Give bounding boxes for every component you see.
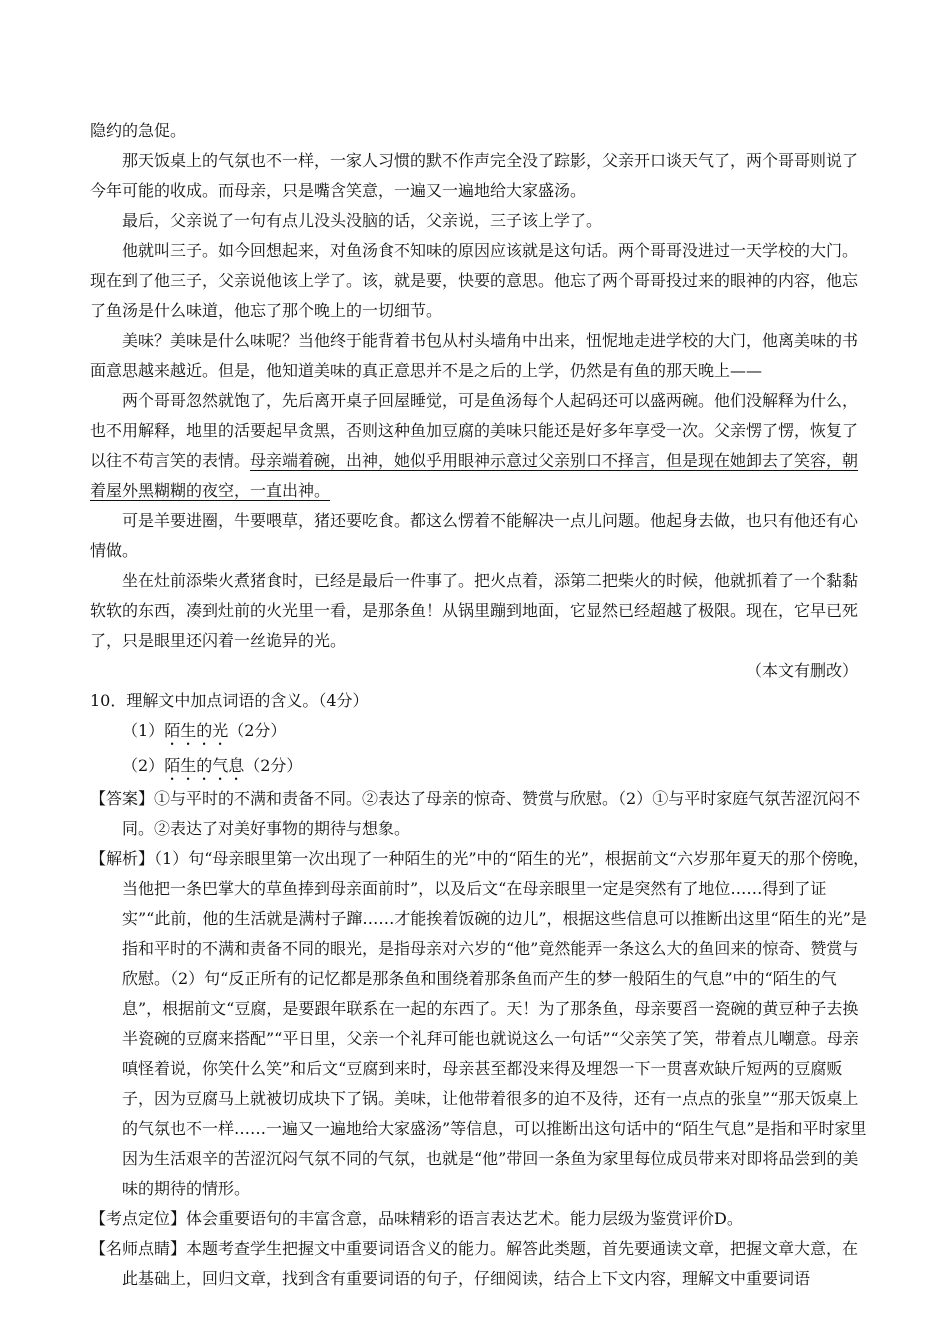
kaodian-label: 【考点定位】 — [90, 1209, 187, 1228]
document-page — [90, 116, 870, 1294]
question-title: 10．理解文中加点词语的含义。（4分） — [90, 691, 369, 710]
kaodian-text: 体会重要语句的丰富含意，品味精彩的语言表达艺术。能力层级为鉴赏评价D。 — [186, 1209, 743, 1228]
analysis-label: 【解析】 — [90, 849, 155, 868]
story-paragraph-2: 那天饭桌上的气氛也不一样，一家人习惯的默不作声完全没了踪影，父亲开口谈天气了，两个哥哥则说了今年可能的收成。而母亲，只是嘴含笑意，一遍又一遍地给大家盛汤。 — [90, 151, 859, 200]
story-paragraph-3: 最后，父亲说了一句有点儿没头没脑的话，父亲说，三子该上学了。 — [122, 211, 603, 230]
question-item-1 — [90, 716, 870, 749]
analysis-text: （1）句“母亲眼里第一次出现了一种陌生的光”中的“陌生的光”，根据前文“六岁那年夏天的那个傍晚，当他把一条巴掌大的草鱼捧到母亲面前时”，以及后文“在母亲眼里一定是突然有了地位……得到了证实”“此前，他的生活就是满村子蹿……才能挨着饭碗的边儿”，根据这些信息可以推断出这里“陌生的光”是指和平时的不满和责备不同的眼光，是指母亲对六岁的“他”竟然能弄一条这么大的鱼回来的惊奇、赞赏与欣慰。（2）句“反正所有的记忆都是那条鱼和围绕着那条鱼而产生的梦一般陌生的气息”中的“陌生的气息”，根据前文“豆腐，是要跟年联系在一起的东西了。天！为了那条鱼，母亲要舀一瓷碗的黄豆种子去换半瓷碗的豆腐来搭配”“平日里，父亲一个礼拜可能也就说这么一句话”“父亲笑了笑，带着点儿嘲意。母亲嗔怪着说，你笑什么笑”和后文“豆腐到来时，母亲甚至都没来得及埋怨一下一贯喜欢缺斤短两的豆腐贩子，因为豆腐马上就被切成块下了锅。美味，让他带着很多的迫不及待，还有一点点的张皇”“那天饭桌上的气氛也不一样……一遍又一遍地给大家盛汤”等信息，可以推断出这句话中的“陌生气息”是指和平时家里因为生活艰辛的苦涩沉闷气氛不同的气氛，也就是“他”带回一条鱼为家里每位成员带来对即将品尝到的美味的期待的情形。 — [122, 849, 870, 1198]
edit-note: （本文有删改） — [745, 661, 858, 680]
story-paragraph-8: 坐在灶前添柴火煮猪食时，已经是最后一件事了。把火点着，添第二把柴火的时候，他就抓着了一个黏黏软软的东西，凑到灶前的火光里一看，是那条鱼！从锅里蹦到地面，它显然已经超越了极限。现在，它早已死了，只是眼里还闪着一丝诡异的光。 — [90, 571, 859, 650]
story-paragraph-7: 可是羊要进圈，牛要喂草，猪还要吃食。都这么愣着不能解决一点儿问题。他起身去做，也只有他还有心情做。 — [90, 511, 859, 560]
analysis-block — [90, 844, 870, 1204]
item-2-dotted-word: 陌生的气息 — [164, 756, 245, 775]
story-paragraph-6-text: 两个哥哥忽然就饱了，先后离开桌子回屋睡觉，可是鱼汤每个人起码还可以盛两碗。他们没解释为什么，也不用解释，地里的活要起早贪黑，否则这种鱼加豆腐的美味只能还是好多年享受一次。父亲愣了愣，恢复了以往不苟言笑的表情。 — [90, 391, 859, 470]
question-item-2 — [90, 751, 870, 784]
story-paragraph-4: 他就叫三子。如今回想起来，对鱼汤食不知味的原因应该就是这句话。两个哥哥没进过一天学校的大门。现在到了他三子，父亲说他该上学了。该，就是要，快要的意思。他忘了两个哥哥投过来的眼神的内容，他忘了鱼汤是什么味道，他忘了那个晚上的一切细节。 — [90, 241, 859, 320]
mingshi-block — [90, 1234, 870, 1294]
story-paragraph-5: 美味？美味是什么味呢？当他终于能背着书包从村头墙角中出来，忸怩地走进学校的大门，他离美味的书面意思越来越近。但是，他知道美味的真正意思并不是之后的上学，仍然是有鱼的那天晚上—— — [90, 331, 859, 380]
item-1-number: （1） — [122, 721, 165, 740]
item-2-score: （2分） — [244, 756, 303, 775]
kaodian-block — [90, 1204, 870, 1234]
story-paragraph-6 — [90, 386, 870, 506]
answer-block — [90, 784, 870, 844]
item-1-dotted-word: 陌生的光 — [164, 721, 229, 740]
answer-text: ①与平时的不满和责备不同。②表达了母亲的惊奇、赞赏与欣慰。（2）①与平时家庭气氛苦涩沉闷不同。②表达了对美好事物的期待与想象。 — [122, 789, 861, 838]
underlined-sentence: 母亲端着碗，出神，她似乎用眼神示意过父亲别口不择言，但是现在她卸去了笑容，朝着屋外黑糊糊的夜空，一直出神。 — [90, 451, 859, 500]
item-2-number: （2） — [122, 756, 165, 775]
mingshi-label: 【名师点睛】 — [90, 1239, 187, 1258]
item-1-score: （2分） — [228, 721, 287, 740]
answer-label: 【答案】 — [90, 789, 155, 808]
story-paragraph-1: 隐约的急促。 — [90, 121, 187, 140]
mingshi-text: 本题考查学生把握文中重要词语含义的能力。解答此类题，首先要通读文章，把握文章大意，在此基础上，回归文章，找到含有重要词语的句子，仔细阅读，结合上下文内容，理解文中重要词语 — [122, 1239, 859, 1288]
